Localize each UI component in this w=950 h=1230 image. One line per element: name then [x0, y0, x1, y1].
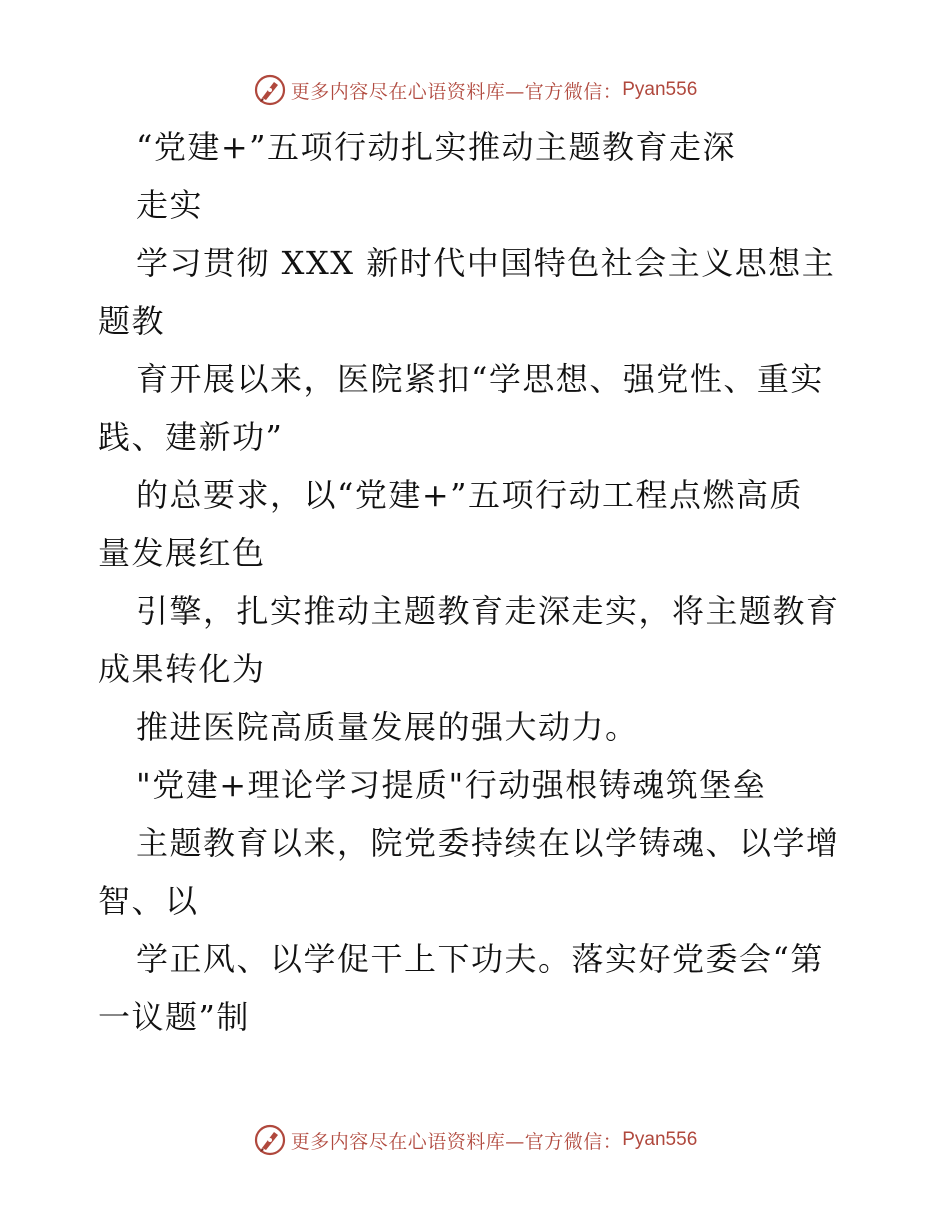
text-line: 主题教育以来，院党委持续在以学铸魂、以学增	[136, 824, 840, 862]
header-banner-text: 更多内容尽在心语资料库—官方微信：	[290, 80, 623, 103]
text-line: 学习贯彻 XXX 新时代中国特色社会主义思想主	[136, 244, 836, 282]
pen-logo-icon	[253, 1123, 287, 1157]
text-line: 引擎，扎实推动主题教育走深走实，将主题教育	[136, 592, 840, 630]
text-line: 的总要求，以“党建+”五项行动工程点燃高质	[136, 476, 804, 514]
footer-banner-text: 更多内容尽在心语资料库—官方微信：	[290, 1130, 623, 1153]
text-line: 成果转化为	[98, 650, 266, 688]
text-line: 题教	[98, 302, 166, 340]
header-banner-wechat: Pyan556	[622, 79, 698, 100]
text-line: “党建+”五项行动扎实推动主题教育走深	[136, 128, 737, 166]
text-line: 育开展以来，医院紧扣“学思想、强党性、重实	[136, 360, 824, 398]
text-line: 走实	[136, 186, 204, 224]
header-banner	[0, 70, 950, 110]
document-body	[98, 118, 858, 1046]
text-line: 践、建新功”	[98, 418, 284, 456]
text-line: 智、以	[98, 882, 199, 920]
text-line: 学正风、以学促干上下功夫。落实好党委会“第	[136, 940, 824, 978]
text-line: "党建+理论学习提质"行动强根铸魂筑堡垒	[136, 766, 767, 804]
text-line: 一议题”制	[98, 998, 250, 1036]
text-line: 量发展红色	[98, 534, 266, 572]
text-line: 推进医院高质量发展的强大动力。	[136, 708, 639, 746]
footer-banner-wechat: Pyan556	[622, 1129, 698, 1150]
footer-banner	[0, 1120, 950, 1160]
pen-logo-icon	[253, 73, 287, 107]
